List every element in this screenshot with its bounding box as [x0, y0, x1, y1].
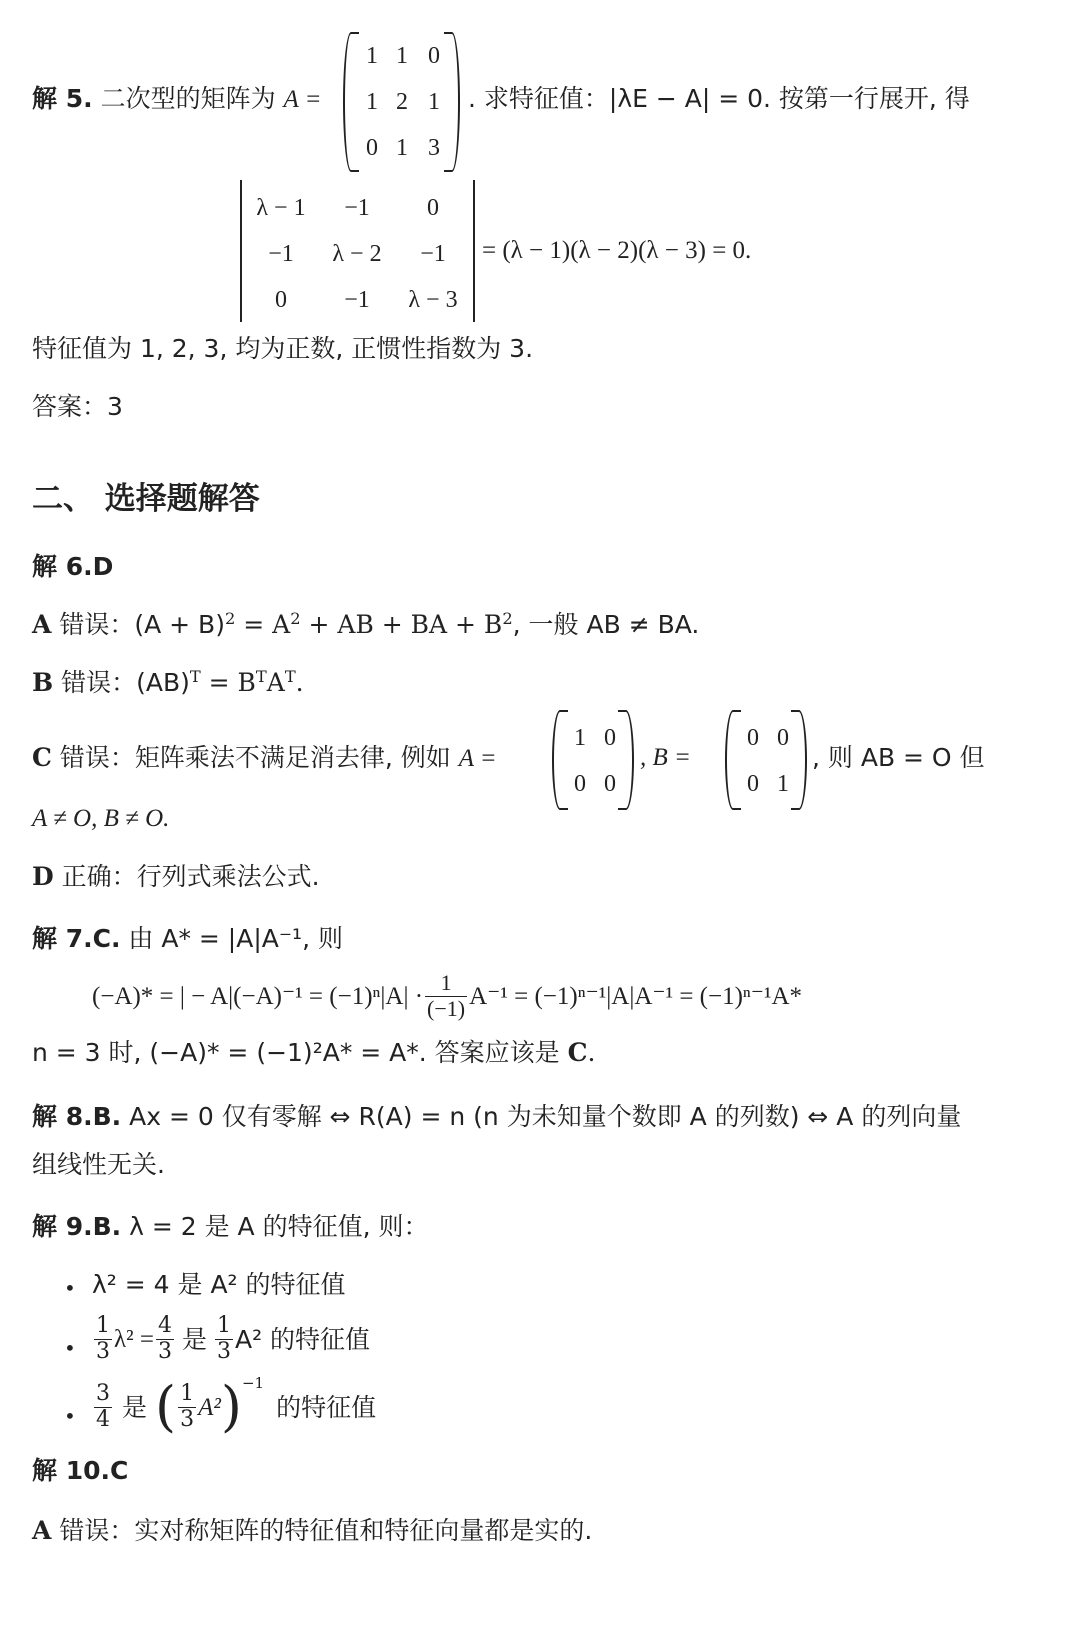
q5-det-cell: 0 — [275, 287, 287, 313]
right-paren: ) — [220, 1375, 242, 1438]
q5-matrix-a-cell: 1 — [366, 89, 378, 115]
q10-a-text: 错误：实对称矩阵的特征值和特征向量都是实的. — [59, 1516, 593, 1545]
q6-matrix-a — [552, 710, 634, 806]
left-paren: ( — [155, 1375, 177, 1438]
q7-frac-numerator: 1 — [425, 971, 467, 996]
q7-line3-answer: C — [567, 1038, 588, 1067]
q8-text: Ax = 0 仅有零解 ⇔ R(A) = n (n 为未知量个数即 A 的列数) ⇔ A 的列向量 — [129, 1102, 962, 1131]
q5-det-cell: −1 — [420, 241, 446, 267]
q6-header: 解 6.D — [32, 552, 114, 581]
q8-line1 — [32, 1104, 961, 1129]
q7-frac-denominator: (−1) — [427, 995, 466, 1021]
q9-frac-1-3 — [215, 1314, 233, 1363]
q9-frac-1-3 — [94, 1314, 112, 1363]
q6-matrix-a-cell: 0 — [604, 771, 616, 797]
q6-matrix-a-cell: 1 — [574, 725, 586, 751]
frac-numerator: 1 — [96, 1313, 110, 1339]
q8-text2: 组线性无关. — [32, 1150, 165, 1179]
q5-matrix-a-cell: 0 — [428, 43, 440, 69]
q9-label: 解 9.B. — [32, 1212, 122, 1241]
q6-a-sup: 2 — [224, 609, 236, 629]
q6-a-sup: 2 — [502, 609, 513, 629]
q6-c-text: 错误：矩阵乘法不满足消去律, 例如 — [59, 743, 451, 772]
q5-matrix-a — [343, 32, 460, 168]
q9-b2-a: λ² = — [114, 1325, 154, 1353]
q6-d-label: D — [32, 862, 54, 891]
q6-b-label: B — [32, 668, 54, 697]
q5-det-cell: −1 — [344, 287, 370, 313]
q5-line1 — [32, 86, 321, 112]
q9-frac-1-3 — [178, 1382, 196, 1431]
q7-fraction — [425, 971, 467, 1020]
q6-c-then: , 则 AB = O 但 — [812, 743, 985, 772]
q6-option-c — [32, 745, 497, 771]
q7-formula — [92, 964, 802, 1028]
q5-det-result: = (λ − 1)(λ − 2)(λ − 3) = 0. — [482, 237, 752, 264]
q5-a-eq: A = — [283, 86, 322, 113]
q5-matrix-a-cell: 3 — [428, 135, 440, 161]
q9-line1 — [32, 1214, 429, 1239]
q5-text1: 二次型的矩阵为 — [100, 84, 276, 113]
q5-matrix-a-cell: 0 — [366, 135, 378, 161]
q7-formula-a: (−A)* = | − A|(−A)⁻¹ = (−1)ⁿ|A| · — [92, 982, 424, 1010]
q6-b-sup: T — [284, 667, 296, 687]
q6-option-d — [32, 864, 320, 889]
section-title: 二、 选择题解答 — [32, 481, 260, 517]
q5-matrix-a-cell: 1 — [366, 43, 378, 69]
q5-det-cell: −1 — [344, 195, 370, 221]
frac-numerator: 1 — [180, 1381, 195, 1407]
q5-text2: . 求特征值：|λE − A| = 0. 按第一行展开, 得 — [468, 84, 970, 113]
q6-d-text: 正确：行列式乘法公式. — [61, 862, 320, 891]
bullet-icon: • — [64, 1336, 76, 1360]
q5-matrix-a-cell: 1 — [396, 43, 408, 69]
q7-line3-c: . — [587, 1038, 596, 1067]
q5-det-cell: λ − 3 — [408, 287, 458, 313]
bullet-icon: • — [64, 1276, 76, 1300]
frac-numerator: 1 — [216, 1313, 231, 1339]
q6-a-label: A — [32, 610, 52, 639]
q6-matrix-b-cell: 0 — [747, 771, 759, 797]
q9-bullet3 — [92, 1372, 376, 1442]
q8-label: 解 8.B. — [32, 1102, 122, 1131]
q7-text: 由 A* = |A|A⁻¹, 则 — [128, 924, 343, 953]
q6-b-text3: A — [266, 668, 285, 697]
q6-matrix-b-cell: 0 — [777, 725, 789, 751]
q6-option-b — [32, 667, 304, 697]
q9-bullet2 — [92, 1310, 370, 1368]
frac-denominator: 4 — [96, 1406, 110, 1432]
frac-denominator: 3 — [216, 1338, 231, 1364]
q9-b2-b: A² 的特征值 — [234, 1324, 371, 1354]
q6-matrix-a-cell: 0 — [604, 725, 616, 751]
q6-b-sup: T — [189, 667, 201, 687]
frac-numerator: 3 — [96, 1381, 110, 1407]
bullet-icon: • — [64, 1404, 76, 1428]
q5-matrix-a-cell: 1 — [396, 135, 408, 161]
q9-b2-mid: 是 — [181, 1324, 207, 1354]
q6-matrix-b-cell: 0 — [747, 725, 759, 751]
q5-det-cell: 0 — [427, 195, 439, 221]
q6-a-sup: 2 — [290, 609, 301, 629]
q9-b3-end: 的特征值 — [276, 1392, 377, 1422]
q6-c-beq: , B = — [640, 744, 691, 771]
q5-det-cell: λ − 1 — [256, 195, 306, 221]
q7-line3 — [32, 1040, 595, 1065]
q5-matrix-a-cell: 1 — [428, 89, 440, 115]
q7-line1 — [32, 926, 343, 951]
q6-option-a — [32, 609, 700, 639]
q7-label: 解 7.C. — [32, 924, 121, 953]
q6-a-text3: + AB + BA + B — [300, 610, 503, 639]
q9-frac-4-3 — [156, 1314, 174, 1363]
q9-bullet1: λ² = 4 是 A² 的特征值 — [92, 1270, 346, 1299]
q6-b-text4: . — [295, 668, 304, 697]
q9-text: λ = 2 是 A 的特征值, 则： — [129, 1212, 429, 1241]
q5-det-cell: −1 — [268, 241, 294, 267]
q6-a-text4: , 一般 AB ≠ BA. — [512, 610, 700, 639]
q5-label: 解 5. — [32, 84, 93, 113]
q6-c-label: C — [32, 743, 52, 772]
q7-formula-b: A⁻¹ = (−1)ⁿ⁻¹|A|A⁻¹ = (−1)ⁿ⁻¹A* — [469, 982, 803, 1010]
q6-c-line2: A ≠ O, B ≠ O. — [32, 805, 170, 832]
q6-b-text2: = B — [200, 668, 256, 697]
q5-answer: 答案：3 — [32, 392, 123, 421]
q6-matrix-a-cell: 0 — [574, 771, 586, 797]
q10-a-label: A — [32, 1516, 52, 1545]
q6-matrix-b — [725, 710, 807, 806]
q10-option-a — [32, 1518, 592, 1543]
q5-det-cell: λ − 2 — [332, 241, 382, 267]
q6-a-text: 错误：(A + B) — [59, 610, 225, 639]
q6-matrix-b-cell: 1 — [777, 771, 789, 797]
q6-b-text: 错误：(AB) — [61, 668, 190, 697]
q6-b-sup: T — [255, 667, 267, 687]
frac-denominator: 3 — [96, 1338, 110, 1364]
q5-determinant — [240, 180, 475, 322]
q6-a-text2: = A — [235, 610, 291, 639]
q9-frac-3-4 — [94, 1382, 112, 1431]
q9-b3-inner: A² — [198, 1393, 221, 1421]
q9-b3-sup: −1 — [241, 1374, 265, 1392]
frac-denominator: 3 — [180, 1406, 195, 1432]
q10-header: 解 10.C — [32, 1456, 129, 1485]
q5-matrix-a-cell: 2 — [396, 89, 408, 115]
frac-denominator: 3 — [157, 1338, 172, 1364]
frac-numerator: 4 — [157, 1313, 172, 1339]
q5-conclusion: 特征值为 1, 2, 3, 均为正数, 正惯性指数为 3. — [32, 334, 534, 363]
q6-c-aeq: A = — [458, 745, 497, 772]
q9-b3-mid: 是 — [122, 1392, 148, 1422]
q7-line3-a: n = 3 时, (−A)* = (−1)²A* = A*. 答案应该是 — [32, 1038, 560, 1067]
